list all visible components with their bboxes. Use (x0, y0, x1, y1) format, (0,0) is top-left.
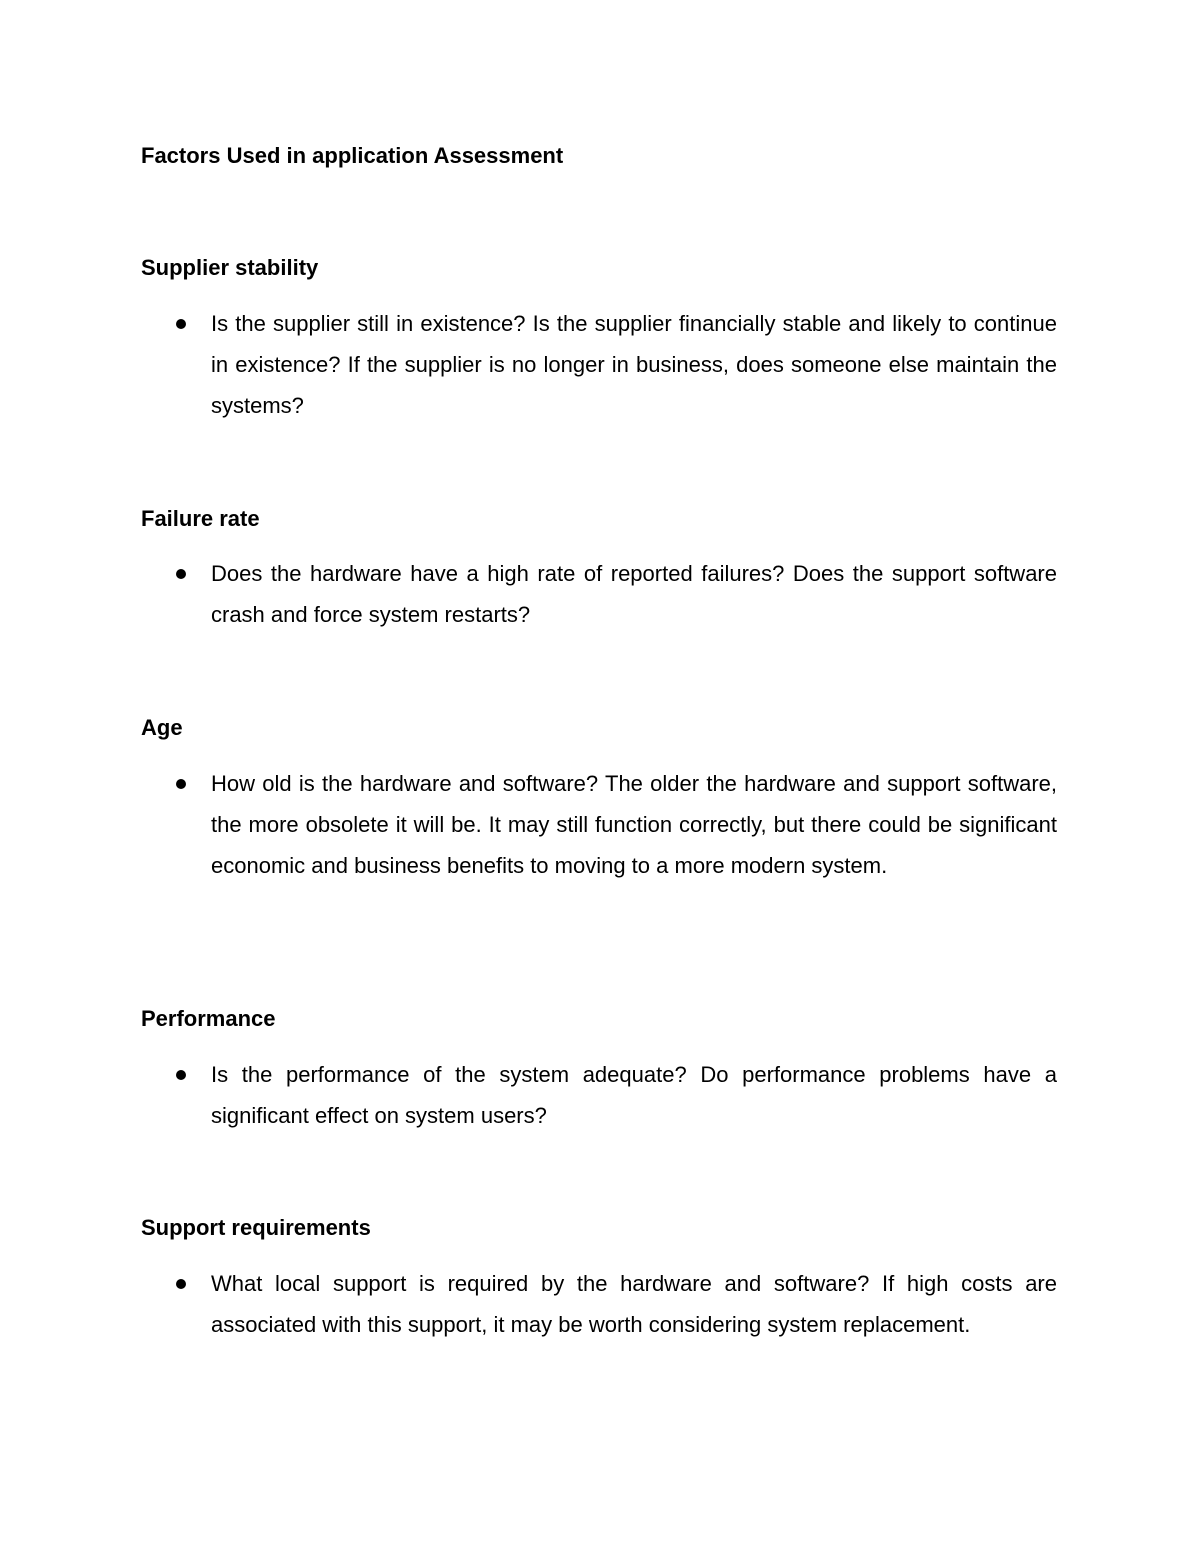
bullet-text: How old is the hardware and software? The older the hardware and support software, the more obsolete it will be. It may still function correctly, but there could be significant economic and business benefits to moving to a more modern system. (211, 771, 1057, 878)
section-heading-support-requirements: Support requirements (141, 1215, 371, 1240)
section-heading-age: Age (141, 715, 183, 740)
bullet-text: Is the supplier still in existence? Is the supplier financially stable and likely to continue in existence? If the supplier is no longer in business, does someone else maintain the systems? (211, 311, 1057, 418)
bullet-item (141, 1054, 1057, 1136)
section-heading-supplier-stability: Supplier stability (141, 255, 319, 280)
bullet-text: Is the performance of the system adequate? Do performance problems have a significant effect on system users? (211, 1062, 1057, 1128)
document-title: Factors Used in application Assessment (141, 143, 564, 168)
bullet-item (141, 1263, 1057, 1345)
bullet-icon (176, 779, 186, 789)
section-heading-failure-rate: Failure rate (141, 506, 260, 531)
bullet-item (141, 763, 1057, 886)
section-heading-performance: Performance (141, 1006, 276, 1031)
bullet-icon (176, 319, 186, 329)
bullet-text: Does the hardware have a high rate of reported failures? Does the support software crash and force system restarts? (211, 561, 1057, 627)
bullet-item (141, 553, 1057, 635)
bullet-item (141, 303, 1057, 426)
bullet-text: What local support is required by the hardware and software? If high costs are associated with this support, it may be worth considering system replacement. (211, 1271, 1057, 1337)
bullet-icon (176, 569, 186, 579)
bullet-icon (176, 1070, 186, 1080)
bullet-icon (176, 1279, 186, 1289)
